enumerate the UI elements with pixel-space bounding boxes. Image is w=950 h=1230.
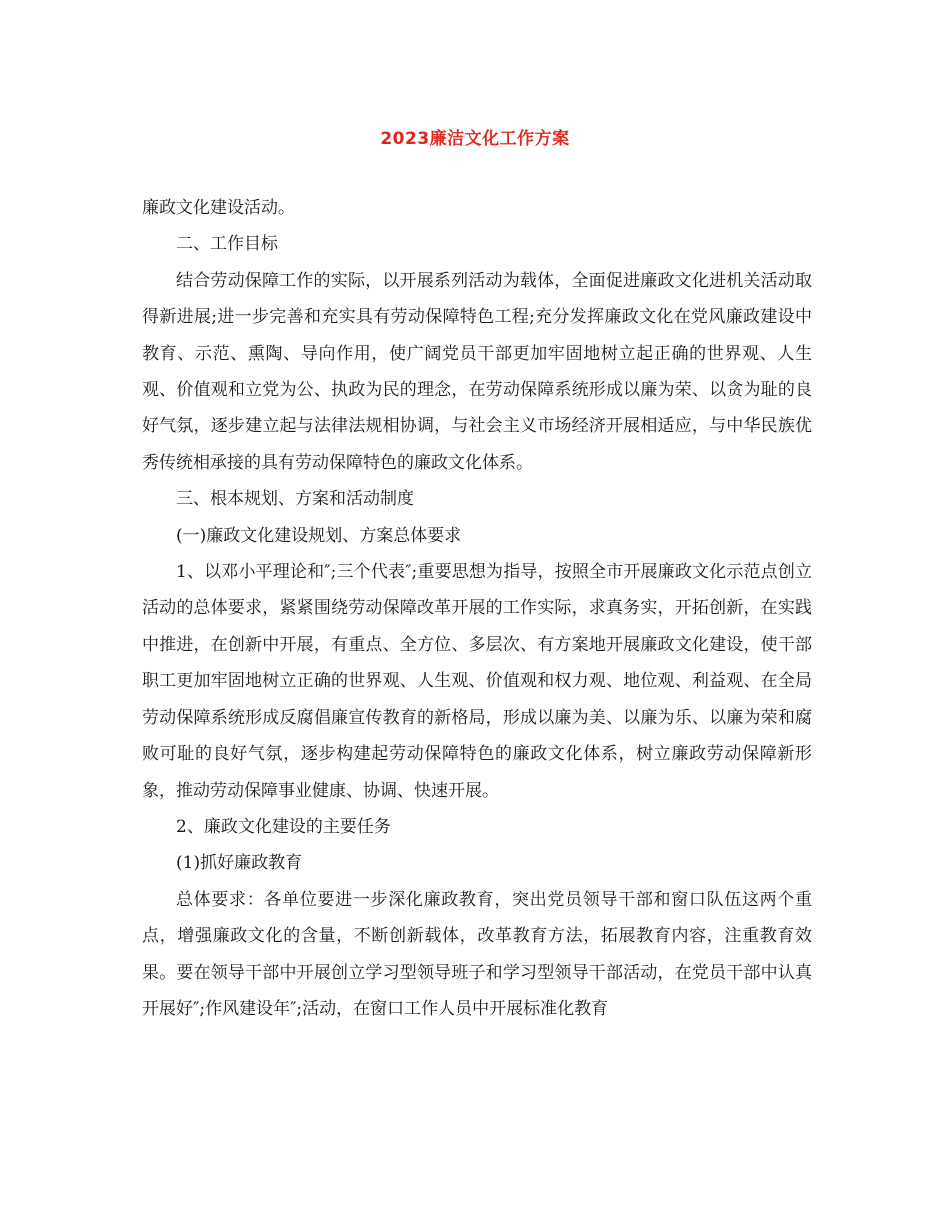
paragraph-item-1: 1、以邓小平理论和″;三个代表″;重要思想为指导，按照全市开展廉政文化示范点创立活动的总体要求，紧紧围绕劳动保障改革开展的工作实际，求真务实，开拓创新，在实践中推进，在创新中开展，有重点、全方位、多层次、有方案地开展廉政文化建设，使干部职工更加牢固地树立正确的世界观、人生观、价值观和权力观、地位观、利益观、在全局劳动保障系统形成反腐倡廉宣传教育的新格局，形成以廉为美、以廉为乐、以廉为荣和腐败可耻的良好气氛，逐步构建起劳动保障特色的廉政文化体系，树立廉政劳动保障新形象，推动劳动保障事业健康、协调、快速开展。 [142,562,812,801]
document-title: 2023廉洁文化工作方案 [380,129,570,149]
paragraph-goals: 结合劳动保障工作的实际，以开展系列活动为载体，全面促进廉政文化进机关活动取得新进展;进一步完善和充实具有劳动保障特色工程;充分发挥廉政文化在党风廉政建设中教育、示范、熏陶、导向作用，使广阔党员干部更加牢固地树立起正确的世界观、人生观、价值观和立党为公、执政为民的理念，在劳动保障系统形成以廉为荣、以贪为耻的良好气氛，逐步建立起与法律法规相协调，与社会主义市场经济开展相适应，与中华民族优秀传统相承接的具有劳动保障特色的廉政文化体系。 [142,270,812,473]
document-body [142,190,812,1027]
subheading-general-requirements: (一)廉政文化建设规划、方案总体要求 [176,525,462,546]
heading-work-goals: 二、工作目标 [176,234,278,255]
paragraph-intro: 廉政文化建设活动。 [142,198,295,218]
heading-plans: 三、根本规划、方案和活动制度 [176,489,414,510]
heading-main-tasks: 2、廉政文化建设的主要任务 [176,816,391,837]
subheading-education: (1)抓好廉政教育 [176,853,303,874]
paragraph-education: 总体要求：各单位要进一步深化廉政教育，突出党员领导干部和窗口队伍这两个重点，增强廉政文化的含量，不断创新载体，改革教育方法，拓展教育内容，注重教育效果。要在领导干部中开展创立学习型领导班子和学习型领导干部活动，在党员干部中认真开展好″;作风建设年″;活动，在窗口工作人员中开展标准化教育 [142,889,812,1019]
